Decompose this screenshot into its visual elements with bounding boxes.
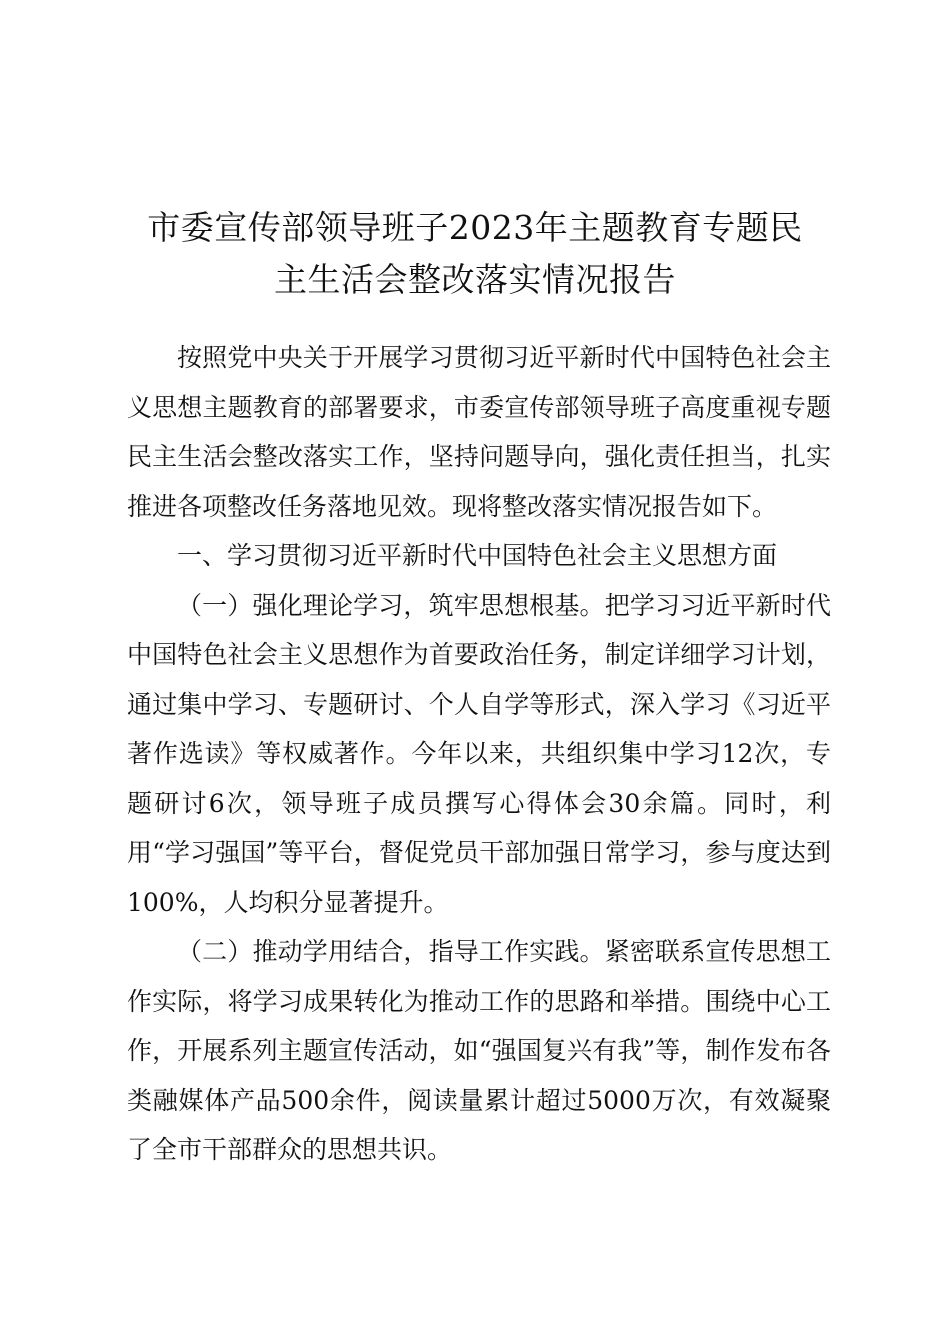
title-line-2: 主生活会整改落实情况报告	[274, 260, 676, 300]
document-body	[127, 333, 831, 1175]
subsection-paragraph-2: （二）推动学用结合，指导工作实践。紧密联系宣传思想工作实际，将学习成果转化为推动工作的思路和举措。围绕中心工作，开展系列主题宣传活动，如“强国复兴有我”等，制作发布各类融媒体产品500余件，阅读量累计超过5000万次，有效凝聚了全市干部群众的思想共识。	[127, 937, 831, 1164]
intro-paragraph: 按照党中央关于开展学习贯彻习近平新时代中国特色社会主义思想主题教育的部署要求，市委宣传部领导班子高度重视专题民主生活会整改落实工作，坚持问题导向，强化责任担当，扎实推进各项整改任务落地见效。现将整改落实情况报告如下。	[127, 343, 831, 521]
subsection-paragraph-1: （一）强化理论学习，筑牢思想根基。把学习习近平新时代中国特色社会主义思想作为首要政治任务，制定详细学习计划，通过集中学习、专题研讨、个人自学等形式，深入学习《习近平著作选读》等权威著作。今年以来，共组织集中学习12次，专题研讨6次，领导班子成员撰写心得体会30余篇。同时，利用“学习强国”等平台，督促党员干部加强日常学习，参与度达到100%，人均积分显著提升。	[127, 590, 831, 917]
title-line-1: 市委宣传部领导班子2023年主题教育专题民	[147, 208, 803, 248]
section-heading-1: 一、学习贯彻习近平新时代中国特色社会主义思想方面	[177, 541, 778, 570]
document-title	[100, 202, 850, 306]
